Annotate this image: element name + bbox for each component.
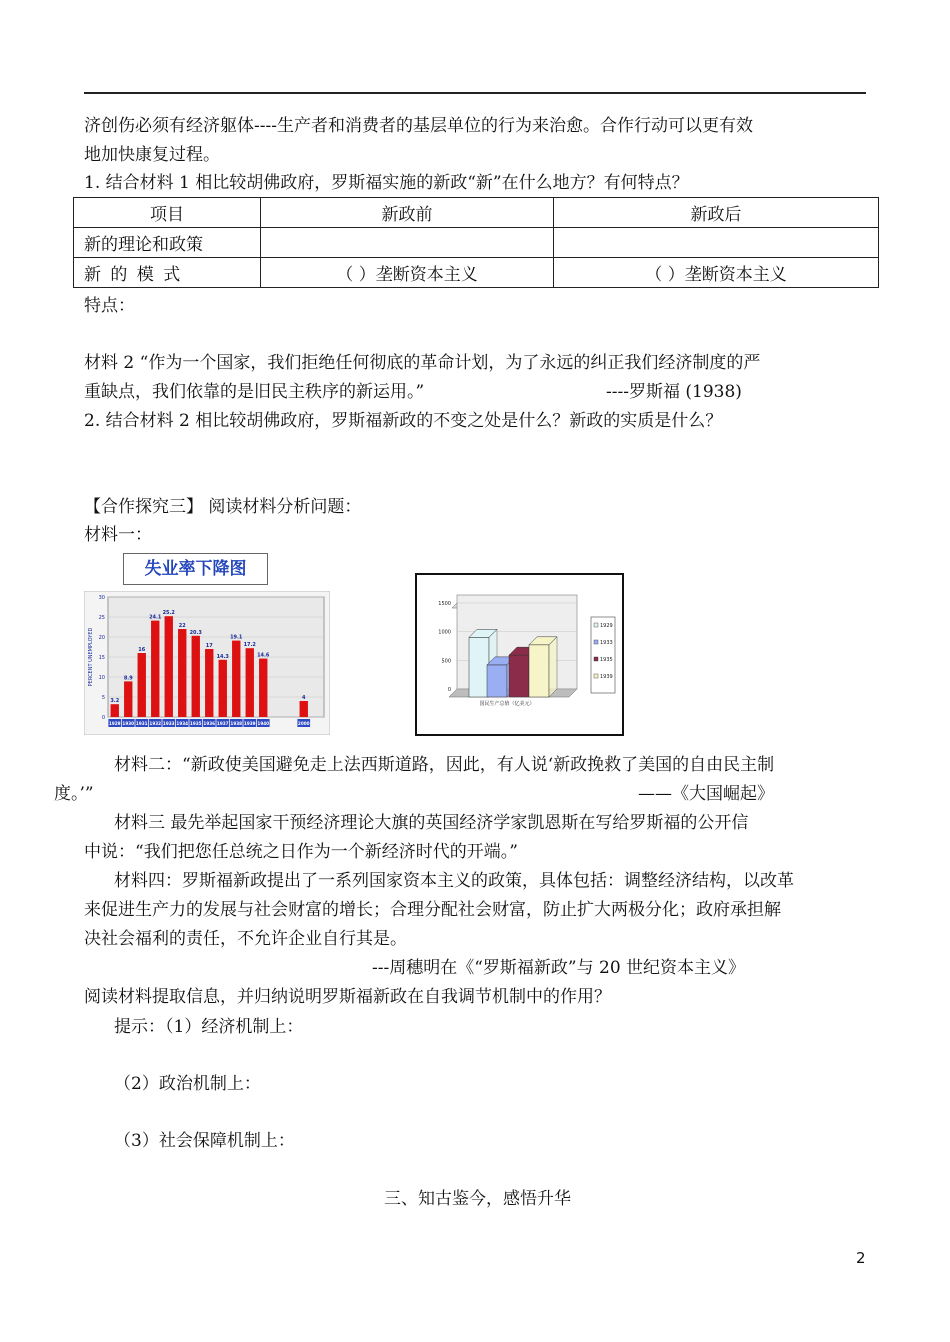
data-label: 3.2 bbox=[110, 698, 120, 705]
y-tick-label: 20 bbox=[98, 634, 105, 641]
x-tick-label: 1934 bbox=[176, 721, 189, 726]
x-tick-label: 1938 bbox=[230, 721, 243, 726]
page-number: 2 bbox=[856, 1249, 866, 1267]
bar bbox=[192, 636, 200, 717]
hint-social: （3）社会保障机制上： bbox=[114, 1131, 295, 1151]
question-1: 1. 结合材料 1 相比较胡佛政府，罗斯福实施的新政“新”在什么地方？有何特点？ bbox=[84, 173, 689, 193]
intro-line-1: 济创伤必须有经济躯体----生产者和消费者的基层单位的行为来治愈。合作行动可以更有效 bbox=[84, 116, 753, 136]
material-2-source: ----罗斯福 (1938) bbox=[606, 382, 742, 402]
x-tick-label: 1939 bbox=[243, 721, 256, 726]
legend-swatch bbox=[594, 674, 598, 678]
y-tick-label: 0 bbox=[101, 714, 105, 721]
material-4-line-3: 决社会福利的责任，不允许企业自行其是。 bbox=[84, 929, 407, 949]
data-label: 14.6 bbox=[257, 652, 270, 659]
legend-label: 1929 bbox=[600, 623, 613, 629]
material-4-line-1: 材料四：罗斯福新政提出了一系列国家资本主义的政策，具体包括：调整经济结构，以改革 bbox=[114, 871, 794, 891]
hint-economic: 提示：（1）经济机制上： bbox=[114, 1017, 304, 1037]
data-label: 25.2 bbox=[162, 610, 175, 617]
bar bbox=[111, 704, 119, 717]
y-tick-label: 5 bbox=[101, 694, 105, 701]
bar bbox=[219, 660, 227, 717]
y-tick-label: 1000 bbox=[438, 629, 451, 636]
data-label: 4 bbox=[302, 695, 306, 701]
bar bbox=[246, 648, 254, 717]
x-axis-label: 国民生产总值（亿美元） bbox=[479, 701, 535, 707]
legend-swatch bbox=[594, 657, 598, 661]
bar-side bbox=[549, 637, 557, 697]
material-2b-line-1: 材料二：“新政使美国避免走上法西斯道路，因此，有人说‘新政挽救了美国的自由民主制 bbox=[114, 755, 775, 775]
material-2-line-2: 重缺点，我们依靠的是旧民主秩序的新运用。” bbox=[84, 382, 425, 402]
question-2: 2. 结合材料 2 相比较胡佛政府，罗斯福新政的不变之处是什么？新政的实质是什么？ bbox=[84, 411, 723, 431]
data-label: 14.3 bbox=[216, 653, 229, 660]
bar bbox=[178, 629, 186, 717]
table-row bbox=[74, 258, 879, 288]
legend-label: 1939 bbox=[600, 674, 613, 680]
x-tick-label: 1935 bbox=[189, 721, 202, 726]
table-row bbox=[74, 228, 879, 258]
y-tick-label: 1500 bbox=[438, 601, 451, 607]
unemployment-bar-chart bbox=[84, 591, 330, 735]
section-3-heading: 【合作探究三】 阅读材料分析问题： bbox=[84, 497, 362, 517]
legend-swatch bbox=[594, 640, 598, 644]
gnp-3d-bar-chart bbox=[415, 573, 624, 736]
bar bbox=[259, 659, 267, 717]
data-label: 16 bbox=[138, 647, 146, 653]
x-tick-label: 2000 bbox=[297, 721, 310, 726]
data-label: 24.1 bbox=[149, 614, 162, 621]
x-tick-label: 1929 bbox=[108, 721, 121, 726]
header-cell-after: 新政后 bbox=[554, 198, 879, 228]
material-3-line-1: 材料三 最先举起国家干预经济理论大旗的英国经济学家凯恩斯在写给罗斯福的公开信 bbox=[114, 813, 749, 833]
bar bbox=[138, 653, 146, 717]
table-cell: 新的理论和政策 bbox=[74, 228, 261, 258]
table-header-row bbox=[74, 198, 879, 228]
material-4-source: ---周穗明在《“罗斯福新政”与 20 世纪资本主义》 bbox=[372, 958, 746, 978]
header-cell-item: 项目 bbox=[74, 198, 261, 228]
x-tick-label: 1931 bbox=[135, 721, 148, 726]
x-tick-label: 1930 bbox=[122, 721, 135, 726]
x-tick-label: 1932 bbox=[149, 721, 162, 726]
table-cell: 新 的 模 式 bbox=[74, 258, 261, 288]
data-label: 22 bbox=[178, 623, 186, 629]
y-tick-label: 25 bbox=[98, 614, 105, 621]
data-label: 19.1 bbox=[230, 634, 243, 641]
bar bbox=[124, 681, 132, 717]
y-axis-label: PERCENT UNEMPLOYED bbox=[88, 627, 94, 687]
x-tick-label: 1937 bbox=[216, 721, 229, 726]
material-2b-line-2: 度。’” bbox=[54, 784, 94, 804]
x-tick-label: 1940 bbox=[257, 721, 270, 726]
data-label: 20.3 bbox=[189, 629, 202, 636]
y-tick-label: 30 bbox=[98, 594, 105, 601]
data-label: 17 bbox=[205, 643, 213, 649]
x-tick-label: 1936 bbox=[203, 721, 216, 726]
intro-line-2: 地加快康复过程。 bbox=[84, 145, 220, 165]
y-tick-label: 500 bbox=[441, 658, 451, 665]
x-tick-label: 1933 bbox=[162, 721, 175, 726]
header-cell-before: 新政前 bbox=[261, 198, 554, 228]
material-1-label: 材料一： bbox=[84, 525, 152, 545]
data-label: 8.9 bbox=[123, 675, 133, 682]
material-2b-source: ——《大国崛起》 bbox=[638, 784, 774, 804]
comparison-table bbox=[73, 197, 879, 288]
header-rule bbox=[84, 92, 866, 94]
y-tick-label: 15 bbox=[98, 654, 105, 661]
legend-swatch bbox=[594, 623, 598, 627]
bar-front bbox=[469, 637, 489, 697]
bar bbox=[151, 621, 159, 717]
analysis-question: 阅读材料提取信息，并归纳说明罗斯福新政在自我调节机制中的作用？ bbox=[84, 987, 611, 1007]
bar-front bbox=[487, 665, 507, 697]
bar bbox=[232, 641, 240, 717]
bar bbox=[205, 649, 213, 717]
table-cell: （ ）垄断资本主义 bbox=[261, 258, 554, 288]
material-3-line-2: 中说：“我们把您任总统之日作为一个新经济时代的开端。” bbox=[84, 842, 518, 862]
bar bbox=[300, 701, 308, 717]
bar-front bbox=[509, 655, 529, 697]
table-cell bbox=[554, 228, 879, 258]
data-label: 17.2 bbox=[243, 642, 256, 649]
hint-political: （2）政治机制上： bbox=[114, 1074, 261, 1094]
y-tick-label: 10 bbox=[98, 674, 105, 681]
table-cell: （ ）垄断资本主义 bbox=[554, 258, 879, 288]
table-cell bbox=[261, 228, 554, 258]
legend-label: 1933 bbox=[600, 640, 613, 646]
bar bbox=[165, 616, 173, 717]
y-tick-label: 0 bbox=[447, 687, 451, 693]
features-label: 特点： bbox=[84, 296, 135, 316]
unemployment-chart-title: 失业率下降图 bbox=[123, 553, 268, 585]
section-title: 三、知古鉴今，感悟升华 bbox=[384, 1189, 571, 1209]
material-2-line-1: 材料 2 “作为一个国家，我们拒绝任何彻底的革命计划，为了永远的纠正我们经济制度的严 bbox=[84, 353, 761, 373]
bar-front bbox=[529, 645, 549, 697]
material-4-line-2: 来促进生产力的发展与社会财富的增长；合理分配社会财富，防止扩大两极分化；政府承担解 bbox=[84, 900, 781, 920]
legend-label: 1935 bbox=[600, 657, 613, 663]
